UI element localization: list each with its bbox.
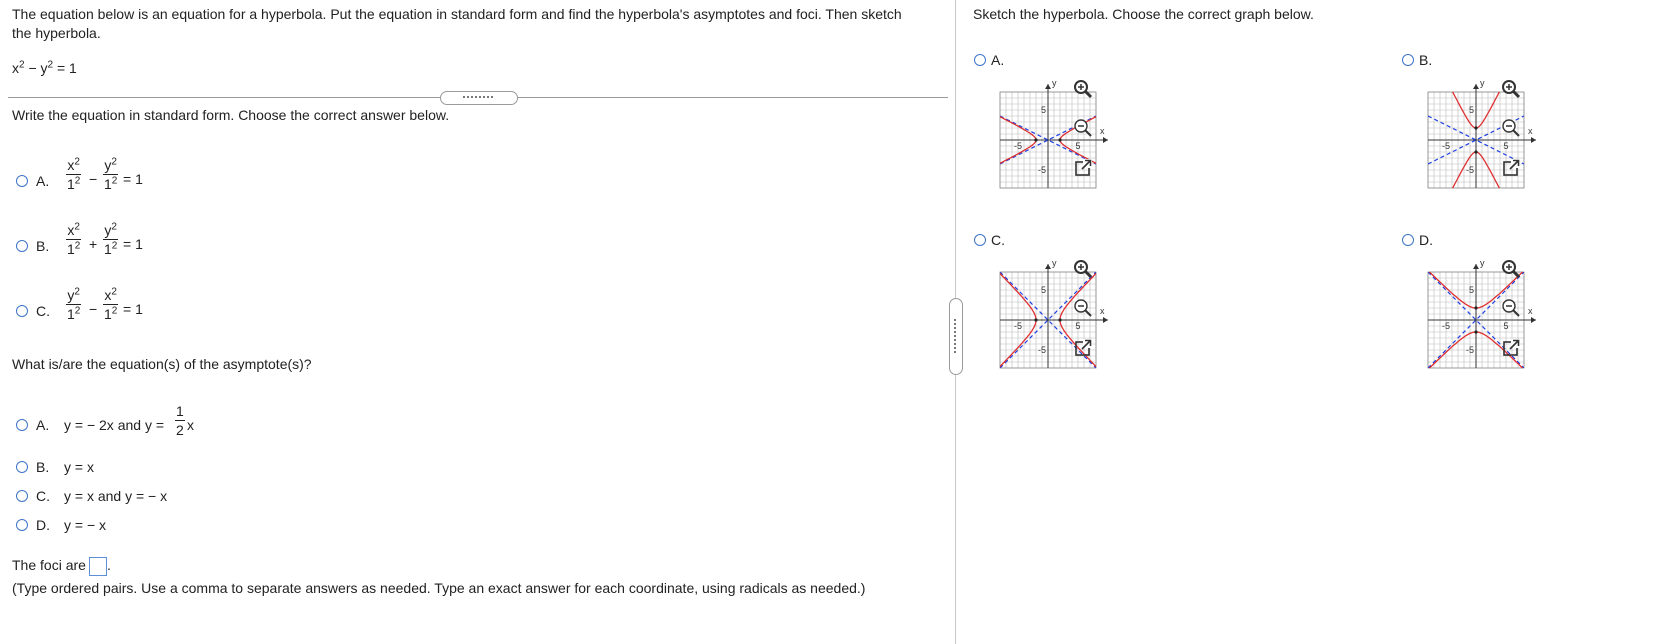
problem-intro: The equation below is an equation for a hyperbola. Put the equation in standard form and find the hyperbola's asymptotes and foci. Then sketch the hyperbola.: [12, 6, 902, 41]
foci-period: .: [106, 557, 111, 573]
asymptote-option-d-radio[interactable]: [16, 519, 28, 531]
asymptote-option-c-label: C.: [36, 488, 50, 504]
asymptote-option-a-text: y = − 2x and y =: [64, 417, 165, 433]
eq-end: = 1: [53, 60, 77, 76]
graph-option-a-radio[interactable]: [974, 54, 986, 66]
x-tick-pos-label: 5: [1503, 141, 1509, 151]
standard-form-rhs: = 1: [123, 236, 143, 252]
question-standard-form: Write the equation in standard form. Choose the correct answer below.: [12, 107, 450, 123]
fraction-denominator: $1^2$: [67, 240, 81, 257]
fraction-denominator: $1^2$: [67, 305, 81, 322]
foci-line: [12, 556, 111, 576]
fraction-denominator: $1^2$: [104, 240, 118, 257]
graph-option-c-label: C.: [991, 232, 1005, 248]
fraction-numerator: $x^2$: [67, 221, 80, 238]
popout-icon[interactable]: [1500, 337, 1522, 359]
standard-form-rhs: = 1: [123, 301, 143, 317]
standard-form-fraction-1: [66, 157, 81, 192]
x-axis-label: x: [1100, 126, 1105, 136]
eq-exp2: 2: [47, 59, 54, 71]
y-tick-neg-label: -5: [1037, 165, 1046, 175]
standard-form-fraction-1: [66, 222, 81, 257]
standard-form-option-a-radio[interactable]: [16, 175, 28, 187]
standard-form-operator: −: [89, 301, 98, 317]
fraction-denominator: $1^2$: [104, 305, 118, 322]
x-tick-neg-label: -5: [1441, 321, 1451, 331]
eq-x: x: [12, 60, 19, 76]
asymptote-option-d-text: y = − x: [64, 517, 107, 533]
graph-option-c-radio[interactable]: [974, 234, 986, 246]
y-axis-label: y: [1052, 78, 1057, 88]
asymptote-option-b-label: B.: [36, 459, 50, 475]
standard-form-fraction-1: [66, 287, 81, 322]
horizontal-resize-handle[interactable]: [440, 91, 518, 105]
standard-form-option-c-radio[interactable]: [16, 305, 28, 317]
standard-form-option-b-label: B.: [36, 238, 50, 254]
standard-form-option-b-radio[interactable]: [16, 240, 28, 252]
fraction-numerator: $y^2$: [104, 156, 117, 173]
fraction-numerator: $x^2$: [67, 156, 80, 173]
fraction-denominator: 2: [176, 422, 184, 438]
fraction-denominator: $1^2$: [104, 175, 118, 192]
graph-option-d-radio[interactable]: [1402, 234, 1414, 246]
asymptote-option-a-radio[interactable]: [16, 419, 28, 431]
y-tick-neg-label: -5: [1465, 345, 1474, 355]
y-tick-pos-label: 5: [1468, 105, 1474, 115]
zoom-in-icon[interactable]: [1500, 258, 1522, 280]
fraction-denominator: $1^2$: [67, 175, 81, 192]
standard-form-option-c-label: C.: [36, 303, 50, 319]
y-tick-neg-label: -5: [1465, 165, 1474, 175]
fraction-numerator: $x^2$: [104, 286, 117, 303]
x-tick-pos-label: 5: [1075, 141, 1081, 151]
zoom-in-icon[interactable]: [1500, 78, 1522, 100]
asymptote-option-c-radio[interactable]: [16, 490, 28, 502]
zoom-in-icon[interactable]: [1072, 258, 1094, 280]
given-equation: [12, 59, 77, 78]
x-tick-neg-label: -5: [1013, 321, 1023, 331]
graph-option-d-label: D.: [1419, 232, 1433, 248]
standard-form-fraction-2: [103, 222, 118, 257]
asymptote-option-a-fraction: [175, 403, 185, 438]
zoom-in-icon[interactable]: [1072, 78, 1094, 100]
popout-icon[interactable]: [1072, 157, 1094, 179]
graph-option-b-label: B.: [1419, 52, 1433, 68]
eq-exp1: 2: [19, 59, 25, 71]
zoom-out-icon[interactable]: [1500, 117, 1522, 139]
y-axis-label: y: [1480, 258, 1485, 268]
asymptote-option-d-label: D.: [36, 517, 50, 533]
popout-icon[interactable]: [1500, 157, 1522, 179]
asymptote-option-a-after: x: [187, 417, 194, 433]
x-tick-pos-label: 5: [1075, 321, 1081, 331]
sketch-prompt: Sketch the hyperbola. Choose the correct graph below.: [973, 6, 1314, 22]
x-axis-label: x: [1100, 306, 1105, 316]
standard-form-fraction-2: [103, 157, 118, 192]
graph-option-b-radio[interactable]: [1402, 54, 1414, 66]
fraction-bar: [175, 420, 185, 421]
x-tick-pos-label: 5: [1503, 321, 1509, 331]
fraction-numerator: $y^2$: [104, 221, 117, 238]
x-axis-label: x: [1528, 126, 1533, 136]
y-axis-label: y: [1052, 258, 1057, 268]
foci-text: The foci are: [12, 557, 86, 573]
y-axis-label: y: [1480, 78, 1485, 88]
asymptote-option-c-text: y = x and y = − x: [64, 488, 168, 504]
standard-form-rhs: = 1: [123, 171, 143, 187]
zoom-out-icon[interactable]: [1500, 297, 1522, 319]
right-pane: [960, 0, 1669, 644]
standard-form-fraction-2: [103, 287, 118, 322]
y-tick-pos-label: 5: [1468, 285, 1474, 295]
x-axis-label: x: [1528, 306, 1533, 316]
asymptote-option-b-radio[interactable]: [16, 461, 28, 473]
foci-hint: (Type ordered pairs. Use a comma to separate answers as needed. Type an exact answer for each coordinate, using radicals as needed.): [12, 580, 866, 596]
y-tick-neg-label: -5: [1037, 345, 1046, 355]
standard-form-operator: +: [89, 236, 98, 252]
x-tick-neg-label: -5: [1013, 141, 1023, 151]
graph-option-a-label: A.: [991, 52, 1005, 68]
y-tick-pos-label: 5: [1040, 105, 1046, 115]
x-tick-neg-label: -5: [1441, 141, 1451, 151]
fraction-numerator: 1: [176, 403, 184, 419]
standard-form-operator: −: [89, 171, 98, 187]
asymptote-option-a-label: A.: [36, 417, 50, 433]
y-tick-pos-label: 5: [1040, 285, 1046, 295]
fraction-numerator: $y^2$: [67, 286, 80, 303]
eq-mid: − y: [24, 60, 48, 76]
foci-answer-box[interactable]: [89, 557, 107, 576]
question-asymptotes: What is/are the equation(s) of the asymptote(s)?: [12, 356, 312, 372]
asymptote-option-b-text: y = x: [64, 459, 94, 475]
popout-icon[interactable]: [1072, 337, 1094, 359]
standard-form-option-a-label: A.: [36, 173, 50, 189]
zoom-out-icon[interactable]: [1072, 297, 1094, 319]
zoom-out-icon[interactable]: [1072, 117, 1094, 139]
